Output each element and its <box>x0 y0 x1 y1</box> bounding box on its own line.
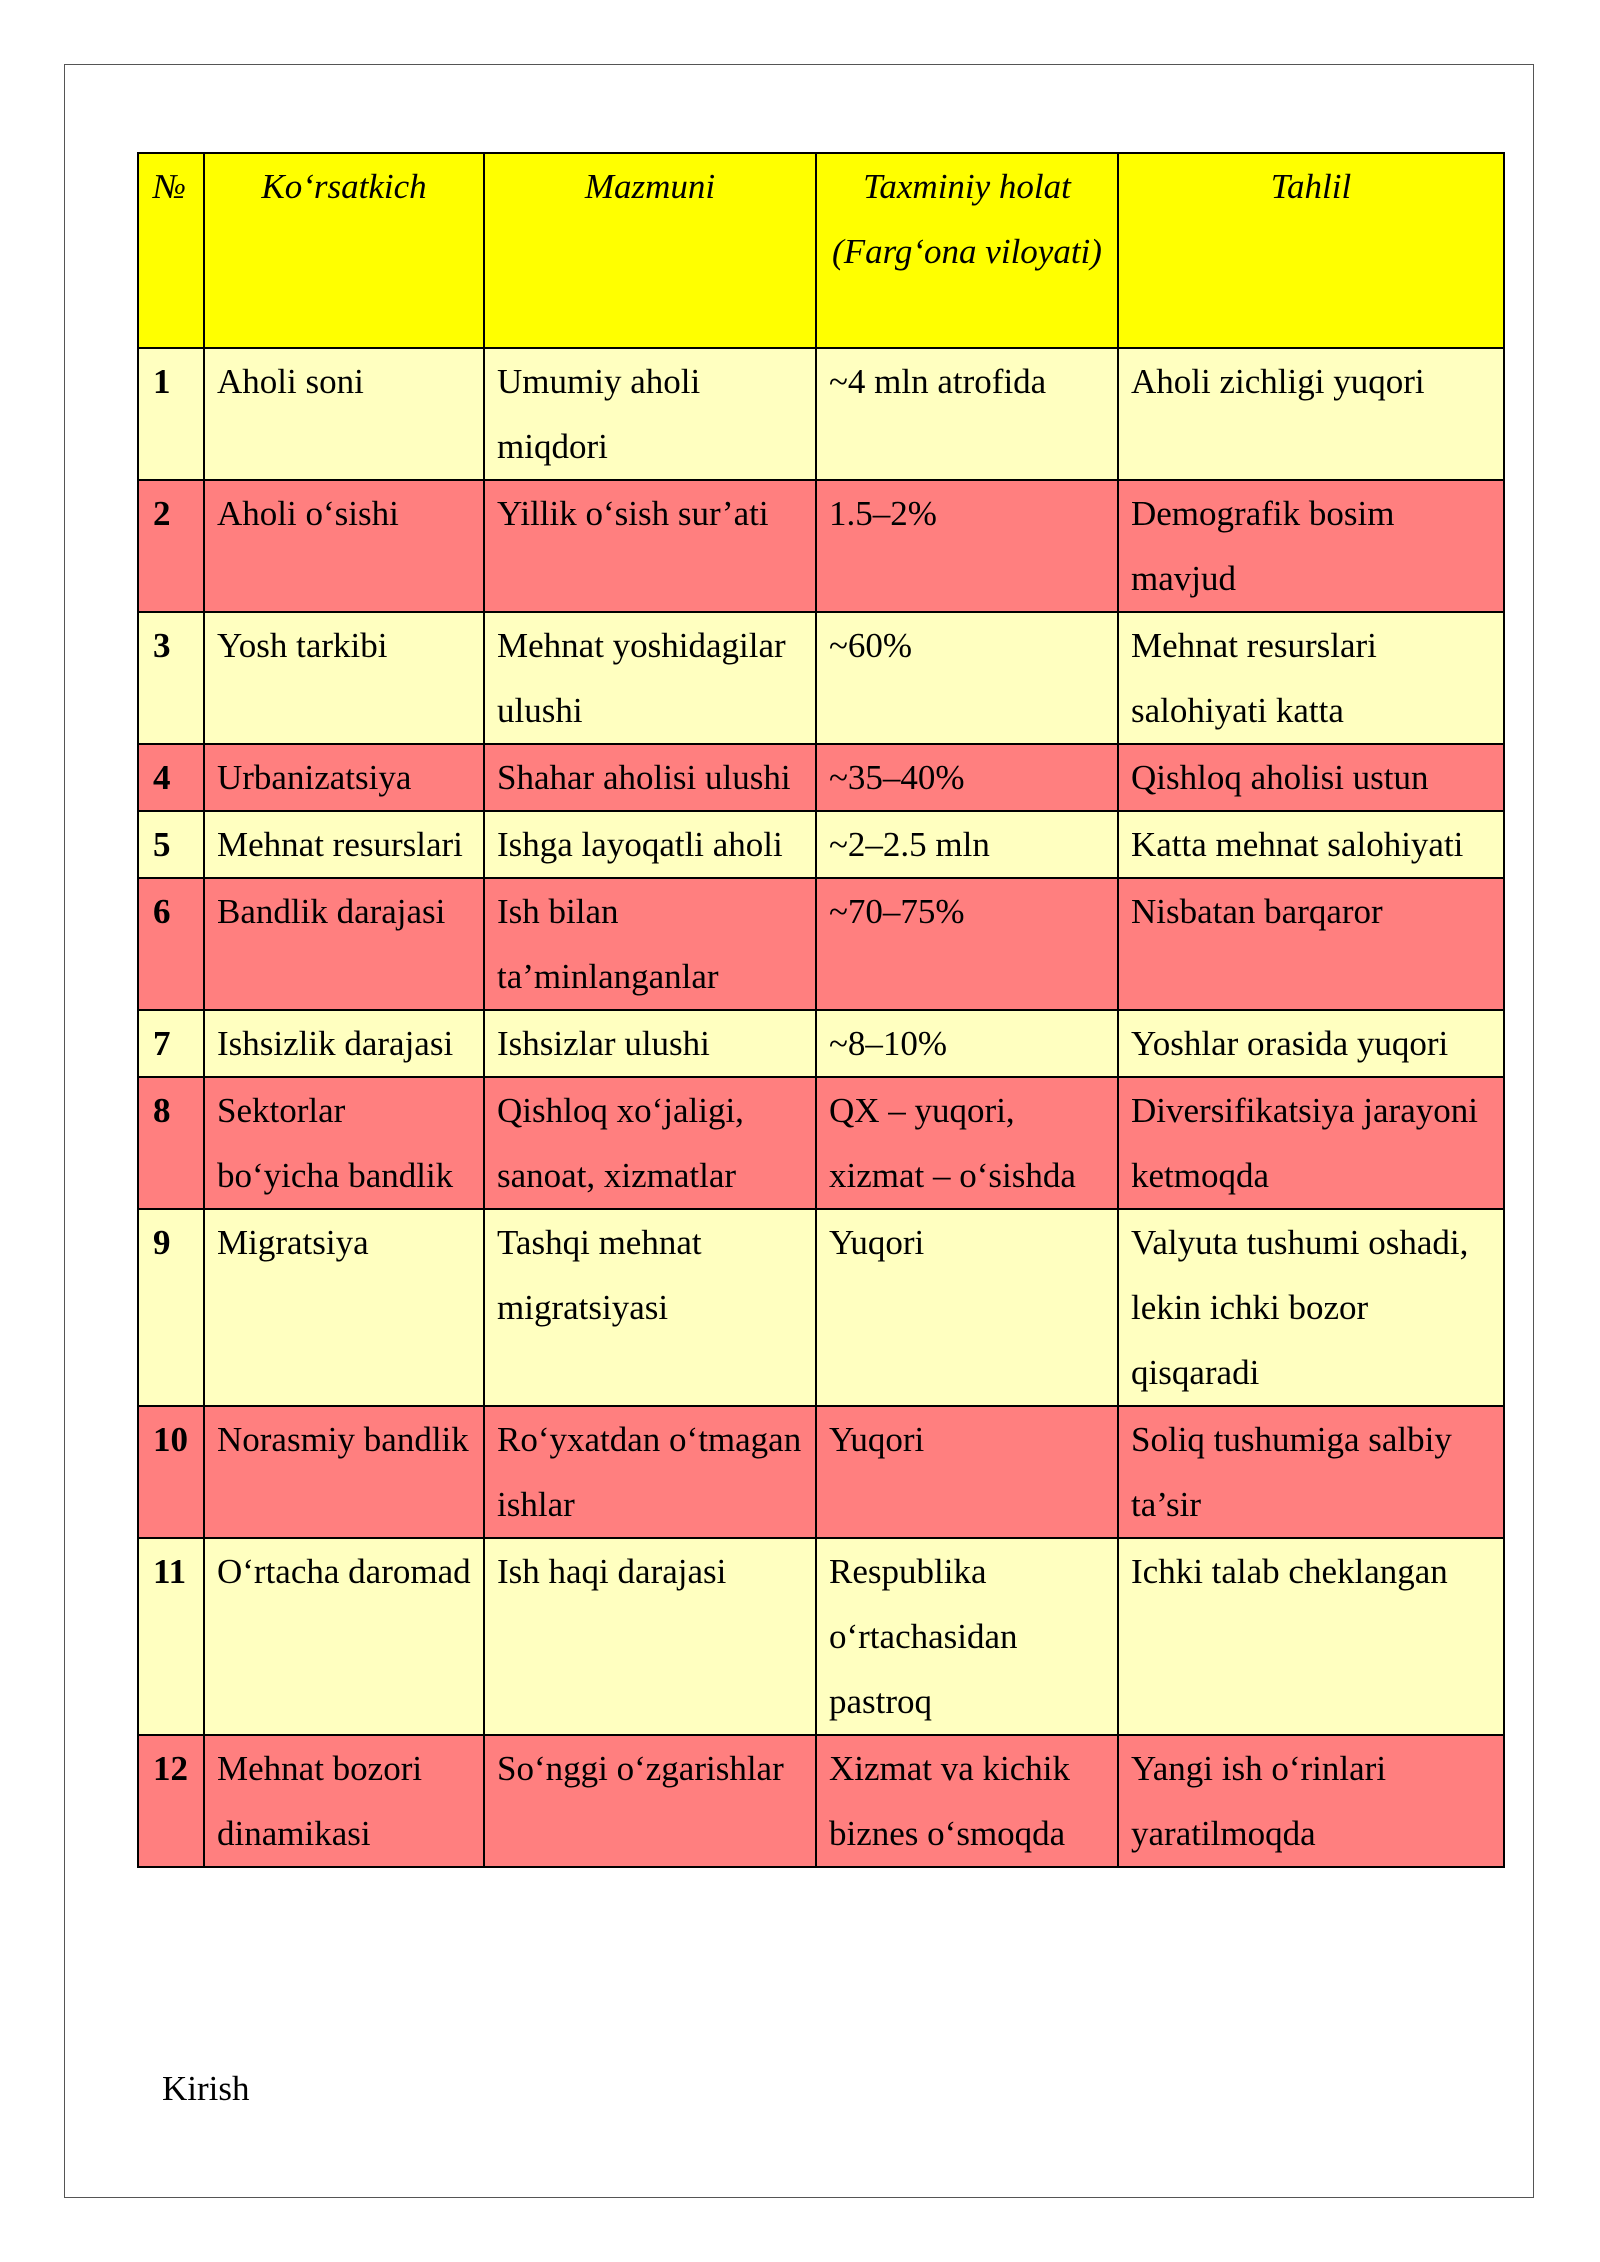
table-row <box>138 1077 1504 1209</box>
status-cell: ~4 mln atrofida <box>816 348 1118 480</box>
table-row <box>138 811 1504 878</box>
table-row <box>138 1209 1504 1406</box>
status-cell: ~8–10% <box>816 1010 1118 1077</box>
content-cell: Yillik oʻsish sur’ati <box>484 480 816 612</box>
row-number: 7 <box>138 1010 204 1077</box>
status-cell: ~2–2.5 mln <box>816 811 1118 878</box>
row-number: 2 <box>138 480 204 612</box>
table-row <box>138 1406 1504 1538</box>
analysis-cell: Soliq tushumiga salbiy ta’sir <box>1118 1406 1504 1538</box>
header-number: № <box>138 153 204 348</box>
analysis-cell: Demografik bosim mavjud <box>1118 480 1504 612</box>
content-cell: Ish bilan ta’minlanganlar <box>484 878 816 1010</box>
header-content: Mazmuni <box>484 153 816 348</box>
analysis-cell: Diversifikatsiya jarayoni ketmoqda <box>1118 1077 1504 1209</box>
table-row <box>138 1735 1504 1867</box>
analysis-cell: Nisbatan barqaror <box>1118 878 1504 1010</box>
indicator-cell: Yosh tarkibi <box>204 612 484 744</box>
analysis-cell: Qishloq aholisi ustun <box>1118 744 1504 811</box>
status-cell: QX – yuqori, xizmat – oʻsishda <box>816 1077 1118 1209</box>
header-indicator: Koʻrsatkich <box>204 153 484 348</box>
indicator-cell: Aholi soni <box>204 348 484 480</box>
row-number: 1 <box>138 348 204 480</box>
status-cell: Xizmat va kichik biznes oʻsmoqda <box>816 1735 1118 1867</box>
status-cell: ~35–40% <box>816 744 1118 811</box>
status-cell: Yuqori <box>816 1209 1118 1406</box>
row-number: 6 <box>138 878 204 1010</box>
content-cell: Roʻyxatdan oʻtmagan ishlar <box>484 1406 816 1538</box>
table-row <box>138 612 1504 744</box>
analysis-cell: Aholi zichligi yuqori <box>1118 348 1504 480</box>
indicator-cell: Bandlik darajasi <box>204 878 484 1010</box>
content-cell: Tashqi mehnat migratsiyasi <box>484 1209 816 1406</box>
indicator-cell: Sektorlar boʻyicha bandlik <box>204 1077 484 1209</box>
table-row <box>138 744 1504 811</box>
table-row <box>138 480 1504 612</box>
row-number: 11 <box>138 1538 204 1735</box>
section-caption: Kirish <box>162 2069 250 2108</box>
row-number: 8 <box>138 1077 204 1209</box>
indicators-table <box>137 152 1505 1868</box>
analysis-cell: Yangi ish oʻrinlari yaratilmoqda <box>1118 1735 1504 1867</box>
table-row <box>138 348 1504 480</box>
row-number: 9 <box>138 1209 204 1406</box>
status-cell: ~60% <box>816 612 1118 744</box>
table-row <box>138 1010 1504 1077</box>
indicator-cell: Mehnat bozori dinamikasi <box>204 1735 484 1867</box>
indicator-cell: Aholi oʻsishi <box>204 480 484 612</box>
indicator-cell: Mehnat resurslari <box>204 811 484 878</box>
status-cell: Respublika oʻrtachasidan pastroq <box>816 1538 1118 1735</box>
row-number: 10 <box>138 1406 204 1538</box>
status-cell: Yuqori <box>816 1406 1118 1538</box>
indicator-cell: Oʻrtacha daromad <box>204 1538 484 1735</box>
indicator-cell: Urbanizatsiya <box>204 744 484 811</box>
content-cell: Ishga layoqatli aholi <box>484 811 816 878</box>
analysis-cell: Valyuta tushumi oshadi, lekin ichki bozor qisqaradi <box>1118 1209 1504 1406</box>
table-row <box>138 1538 1504 1735</box>
table-header-row <box>138 153 1504 348</box>
indicator-cell: Norasmiy bandlik <box>204 1406 484 1538</box>
table-row <box>138 878 1504 1010</box>
header-status: Taxminiy holat (Fargʻona viloyati) <box>816 153 1118 348</box>
header-analysis: Tahlil <box>1118 153 1504 348</box>
content-cell: Qishloq xoʻjaligi, sanoat, xizmatlar <box>484 1077 816 1209</box>
analysis-cell: Ichki talab cheklangan <box>1118 1538 1504 1735</box>
content-cell: Mehnat yoshidagilar ulushi <box>484 612 816 744</box>
content-cell: Soʻnggi oʻzgarishlar <box>484 1735 816 1867</box>
content-cell: Shahar aholisi ulushi <box>484 744 816 811</box>
row-number: 12 <box>138 1735 204 1867</box>
indicator-cell: Ishsizlik darajasi <box>204 1010 484 1077</box>
status-cell: ~70–75% <box>816 878 1118 1010</box>
analysis-cell: Katta mehnat salohiyati <box>1118 811 1504 878</box>
row-number: 4 <box>138 744 204 811</box>
analysis-cell: Mehnat resurslari salohiyati katta <box>1118 612 1504 744</box>
status-cell: 1.5–2% <box>816 480 1118 612</box>
row-number: 3 <box>138 612 204 744</box>
indicator-cell: Migratsiya <box>204 1209 484 1406</box>
row-number: 5 <box>138 811 204 878</box>
content-cell: Ishsizlar ulushi <box>484 1010 816 1077</box>
analysis-cell: Yoshlar orasida yuqori <box>1118 1010 1504 1077</box>
content-cell: Ish haqi darajasi <box>484 1538 816 1735</box>
content-cell: Umumiy aholi miqdori <box>484 348 816 480</box>
